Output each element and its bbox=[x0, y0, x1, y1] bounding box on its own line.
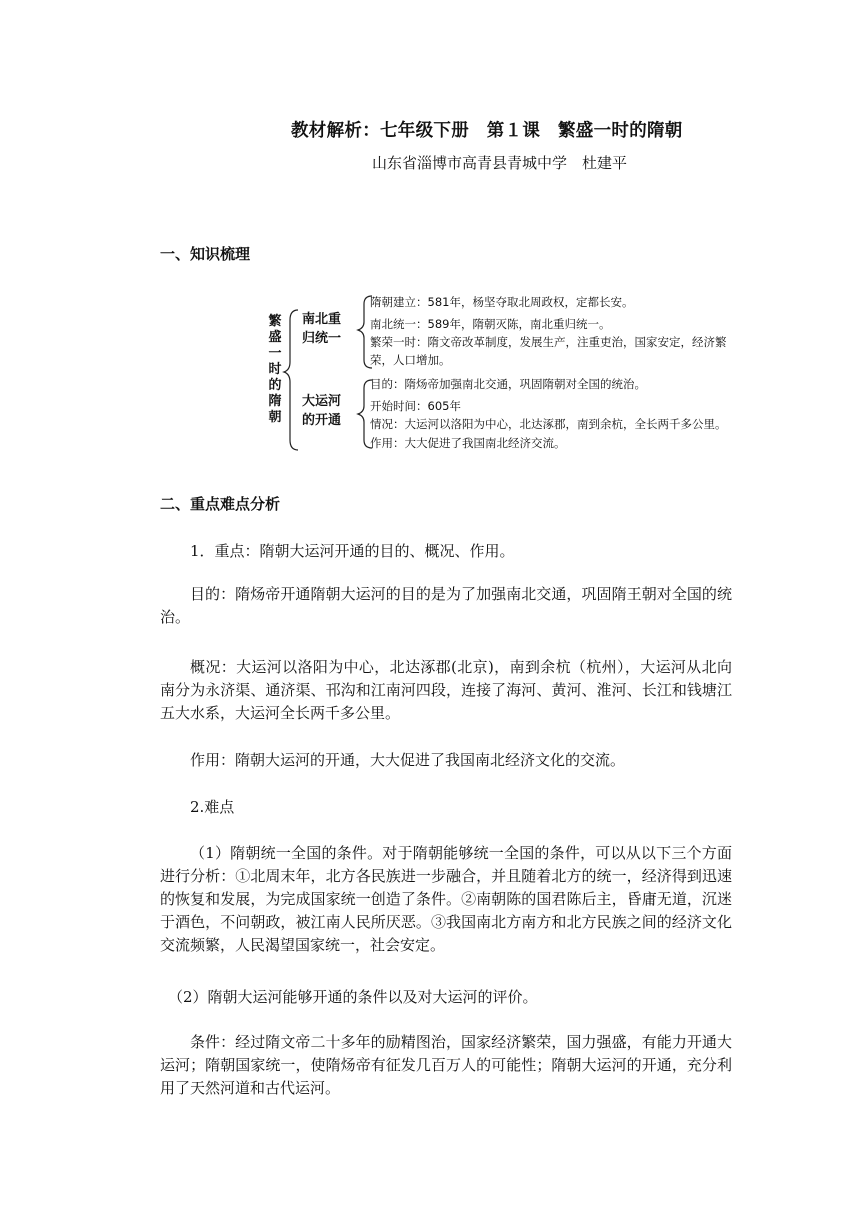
section-heading-analysis: 二、重点难点分析 bbox=[160, 495, 281, 513]
diagram-root: 繁盛一时的隋朝 bbox=[268, 314, 282, 425]
paragraph-purpose: 目的：隋炀帝开通隋朝大运河的目的是为了加强南北交通，巩固隋王朝对全国的统治。 bbox=[160, 585, 732, 626]
branch-canal-line1: 大运河 bbox=[302, 394, 342, 409]
leaf-purpose: 目的：隋炀帝加强南北交通，巩固隋朝对全国的统治。 bbox=[370, 377, 646, 391]
paragraph-difficulty-2: （2）隋朝大运河能够开通的条件以及对大运河的评价。 bbox=[168, 988, 538, 1006]
key-point: 1．重点：隋朝大运河开通的目的、概况、作用。 bbox=[190, 542, 515, 560]
branch-unification-line2: 归统一 bbox=[302, 331, 342, 346]
leaf-situation: 情况：大运河以洛阳为中心，北达涿郡，南到余杭，全长两千多公里。 bbox=[370, 417, 727, 431]
leaf-prosperity-2: 荣，人口增加。 bbox=[370, 353, 451, 367]
leaf-unification: 南北统一：589年，隋朝灭陈，南北重归统一。 bbox=[370, 317, 611, 331]
paragraph-difficulty-1: （1）隋朝统一全国的条件。对于隋朝能够统一全国的条件，可以从以下三个方面进行分析：①北周末年，北方各民族进一步融合，并且随着北方的统一，经济得到迅速的恢复和发展，为完成国家统一创造了条件。②南朝陈的国君陈后主，昏庸无道，沉迷于酒色，不问朝政，被江南人民所厌恶。③我国南北方南方和北方民族之间的经济文化交流频繁，人民渴望国家统一，社会安定。 bbox=[160, 844, 732, 954]
leaf-start: 开始时间：605年 bbox=[370, 399, 461, 413]
paragraph-effect: 作用：隋朝大运河的开通，大大促进了我国南北经济文化的交流。 bbox=[190, 751, 626, 769]
knowledge-diagram bbox=[260, 288, 800, 456]
branch-canal-line2: 的开通 bbox=[302, 413, 342, 428]
outer-brace bbox=[284, 310, 298, 450]
branch-canal bbox=[302, 392, 341, 430]
branch-unification-line1: 南北重 bbox=[302, 312, 342, 327]
paragraph-conditions: 条件：经过隋文帝二十多年的励精图治，国家经济繁荣，国力强盛，有能力开通大运河；隋朝国家统一，使隋炀帝有征发几百万人的可能性；隋朝大运河的开通，充分利用了天然河道和古代运河。 bbox=[160, 1033, 732, 1097]
section-heading-knowledge: 一、知识梳理 bbox=[160, 245, 251, 263]
leaf-founding: 隋朝建立：581年，杨坚夺取北周政权，定都长安。 bbox=[370, 295, 634, 309]
difficulty-heading: 2.难点 bbox=[190, 798, 235, 816]
document-author: 山东省淄博市高青县青城中学 杜建平 bbox=[372, 154, 628, 172]
leaf-effect: 作用：大大促进了我国南北经济交流。 bbox=[370, 436, 566, 450]
leaf-prosperity: 繁荣一时：隋文帝改革制度，发展生产，注重吏治，国家安定，经济繁 bbox=[370, 335, 727, 349]
document-title: 教材解析：七年级下册 第１课 繁盛一时的隋朝 bbox=[291, 121, 683, 141]
paragraph-overview: 概况：大运河以洛阳为中心，北达涿郡(北京)，南到余杭（杭州），大运河从北向南分为永济渠、通济渠、邗沟和江南河四段，连接了海河、黄河、淮河、长江和钱塘江五大水系，大运河全长两千多公里。 bbox=[160, 658, 732, 722]
branch-unification bbox=[302, 310, 341, 348]
